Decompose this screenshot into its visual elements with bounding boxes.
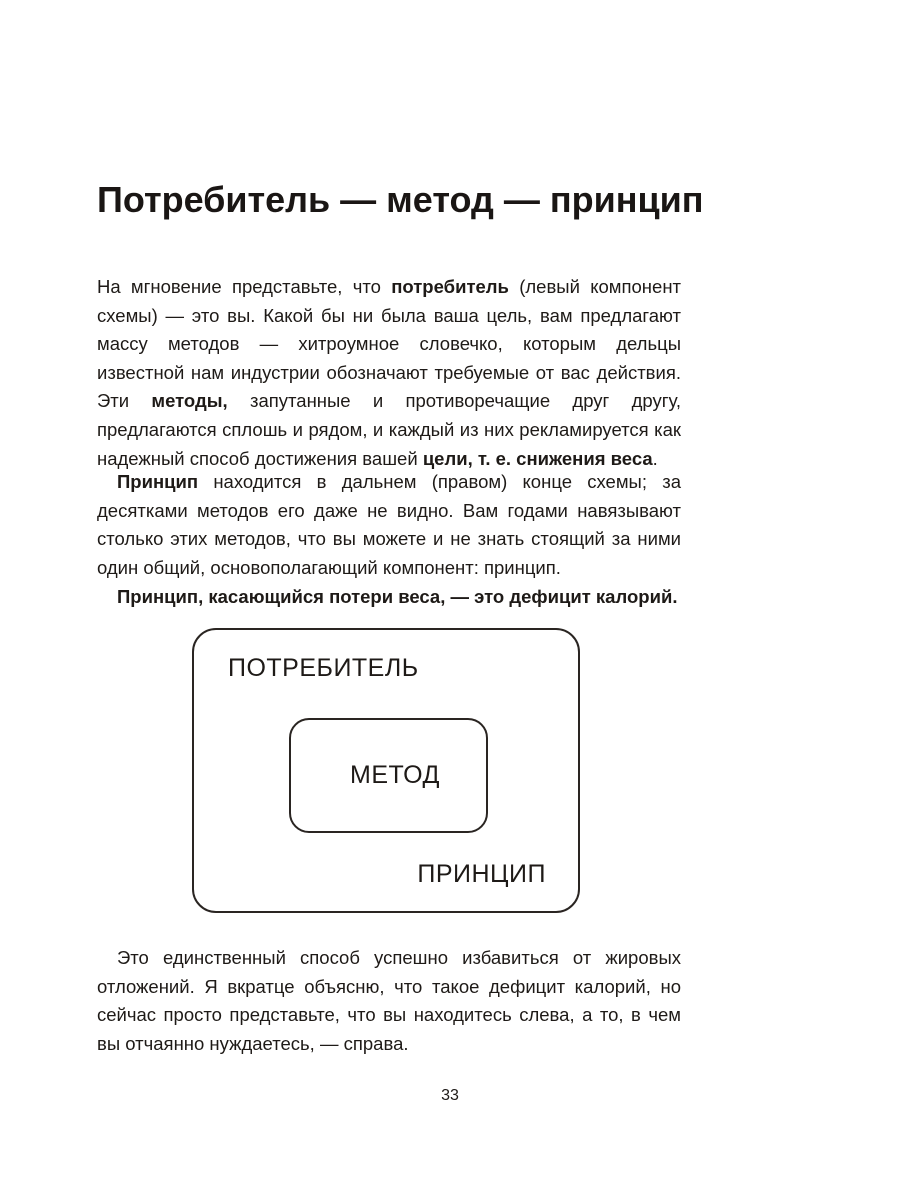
bold-term-consumer: потребитель xyxy=(391,276,509,297)
paragraph-key-statement: Принцип, касающийся потери веса, — это дефицит калорий. xyxy=(117,586,678,607)
paragraph-intro xyxy=(97,273,681,473)
text: . xyxy=(652,447,658,469)
page-number: 33 xyxy=(441,1087,459,1104)
bold-term-principle: Принцип xyxy=(117,471,199,492)
diagram-inner-box xyxy=(289,718,488,833)
text: запутанные и противоречащие друг другу, предлагаются сплошь и рядом, и каждый из них рекламируется как надежный способ достижения вашей xyxy=(97,390,681,469)
text: находится в дальнем (правом) конце схемы; за десятками методов его даже не видно. Вам годами навязывают столько этих методов, что вы можете и не знать стоящий за ними один общий, основополагающий компонент: принцип. xyxy=(97,471,681,578)
bold-term-methods: методы, xyxy=(151,390,228,412)
diagram-label-consumer: ПОТРЕБИТЕЛЬ xyxy=(228,654,419,682)
paragraph-principle xyxy=(97,468,681,582)
paragraph-conclusion xyxy=(97,944,681,1058)
diagram-label-principle: ПРИНЦИП xyxy=(417,860,546,888)
diagram-outer-box xyxy=(192,628,580,913)
diagram-label-method: МЕТОД xyxy=(350,761,440,789)
text: Это единственный способ успешно избавиться от жировых отложений. Я вкратце объясню, что такое дефицит калорий, но сейчас просто представьте, что вы находитесь слева, а то, в чем вы отчаянно нуждаетесь, — справа. xyxy=(97,947,681,1054)
text: На мгновение представьте, что xyxy=(97,276,392,297)
page-title: Потребитель — метод — принцип xyxy=(97,179,704,220)
text: (левый компонент схемы) — это вы. Какой бы ни была ваша цель, вам предлагают массу методов — хитроумное словечко, которым дельцы известной нам индустрии обозначают требуемые от вас действия. Эти xyxy=(97,276,682,412)
bold-term-goal: цели, т. е. снижения веса xyxy=(422,447,653,469)
